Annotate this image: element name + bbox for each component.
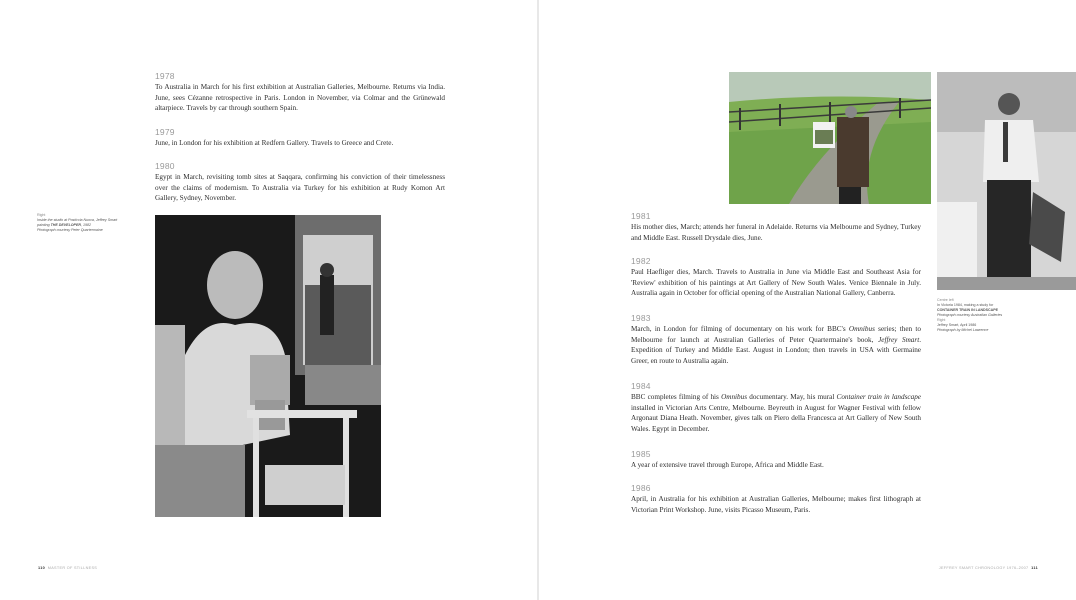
entry-year: 1984 bbox=[631, 381, 651, 391]
photo-caption bbox=[937, 298, 1057, 333]
entry-text-italic: Container train in landscape bbox=[836, 393, 921, 401]
caption-credit: Photograph courtesy Australian Galleries bbox=[937, 313, 1003, 317]
entry-year: 1986 bbox=[631, 483, 651, 493]
running-title: JEFFREY SMART CHRONOLOGY 1976–2007 bbox=[938, 566, 1029, 570]
entry-text-italic: Jeffrey Smart bbox=[878, 335, 920, 344]
entry-year: 1981 bbox=[631, 211, 651, 221]
landscape-painting-photo bbox=[729, 72, 931, 204]
entry-text-part: documentary. May, his mural bbox=[747, 393, 837, 401]
entry-text: A year of extensive travel through Europe, Africa and Middle East. bbox=[631, 461, 824, 469]
entry-text: Egypt in March, revisiting tomb sites at Saqqara, confirming his conviction of their timelessness over the claims of modernism. To Australia via Turkey for his exhibition at Rudy Komon Art Gallery, Sydney, November. bbox=[155, 173, 445, 203]
caption-line: In Victoria 1984, making a study for bbox=[937, 303, 994, 307]
entry-text: His mother dies, March; attends her funeral in Adelaide. Returns via Melbourne and Sydney, Turkey and Middle East. Russell Drysdale dies, June. bbox=[631, 223, 921, 242]
folio-left bbox=[38, 566, 97, 570]
caption-label: Right bbox=[937, 318, 946, 322]
caption-artwork-title: CONTAINER TRAIN IN LANDSCAPE bbox=[937, 308, 999, 312]
photo-caption bbox=[37, 213, 142, 233]
studio-photo bbox=[155, 215, 381, 517]
entry-year: 1982 bbox=[631, 256, 651, 266]
entry-text bbox=[631, 392, 921, 434]
chronology-entry-1981 bbox=[631, 210, 921, 243]
entry-text-italic: Omnibus bbox=[721, 393, 748, 401]
entry-text-part: March, in London for filming of documentary on his work for BBC's bbox=[631, 325, 849, 333]
caption-line: Inside the studio at Posticcia Nuova, Jeffrey Smart bbox=[37, 218, 118, 222]
right-page bbox=[539, 0, 1076, 600]
entry-year: 1985 bbox=[631, 449, 651, 459]
entry-text: April, in Australia for his exhibition at Australian Galleries, Melbourne; makes first lithograph at Victorian Print Workshop. June, visits Picasso Museum, Paris. bbox=[631, 495, 921, 514]
entry-text-part: . Expedition of Turkey and Middle East. August in London; then travels in USA with Germaine Greer, en route to Australia again. bbox=[631, 335, 921, 365]
entry-text bbox=[631, 324, 921, 366]
caption-label: Right bbox=[37, 213, 46, 217]
entry-text-part: installed in Victorian Arts Centre, Melbourne. Beyreuth in August for Wagner Festival with fellow Argonaut Diana Heath. November, gives talk on Piero della Francesca at Art Gallery of New South Wales. Egypt in December. bbox=[631, 403, 921, 433]
folio-right bbox=[939, 566, 1038, 570]
entry-text: June, in London for his exhibition at Redfern Gallery. Travels to Greece and Crete. bbox=[155, 139, 394, 147]
chronology-entry-1978 bbox=[155, 70, 445, 114]
running-title: MASTER OF STILLNESS bbox=[47, 566, 98, 570]
caption-credit: Photograph by Michel Lawrence bbox=[937, 328, 989, 332]
entry-year: 1979 bbox=[155, 127, 175, 137]
caption-line: Jeffrey Smart, April 1986 bbox=[937, 323, 977, 327]
chronology-entry-1980 bbox=[155, 160, 445, 204]
chronology-entry-1982 bbox=[631, 255, 921, 299]
chronology-entry-1983 bbox=[631, 312, 921, 366]
caption-artwork-title: THE DEVELOPER bbox=[50, 223, 81, 227]
caption-credit: Photograph courtesy Peter Quartermaine bbox=[37, 228, 103, 232]
entry-text: To Australia in March for his first exhibition at Australian Galleries, Melbourne. Returns via India. June, sees Cézanne retrospective in Paris. London in November, via Colmar and the Grünewald altarpiece. Travels by car through southern Spain. bbox=[155, 83, 445, 113]
page-number: 110 bbox=[38, 566, 46, 570]
chronology-entry-1985 bbox=[631, 448, 921, 471]
entry-year: 1978 bbox=[155, 71, 175, 81]
entry-text-part: BBC completes filming of his bbox=[631, 393, 722, 401]
caption-text: , 1982 bbox=[80, 223, 91, 227]
entry-text-part: series; then to Melbourne for launch at Australian Galleries of Peter Quartermaine's book, bbox=[631, 325, 922, 344]
portrait-photo bbox=[937, 72, 1076, 290]
entry-year: 1983 bbox=[631, 313, 651, 323]
chronology-entry-1984 bbox=[631, 380, 921, 434]
left-page bbox=[0, 0, 537, 600]
entry-year: 1980 bbox=[155, 161, 175, 171]
caption-label: Centre left bbox=[937, 298, 954, 302]
entry-text-italic: Omnibus bbox=[848, 325, 875, 333]
chronology-entry-1979 bbox=[155, 126, 445, 149]
page-number: 111 bbox=[1031, 566, 1038, 570]
entry-text: Paul Haefliger dies, March. Travels to Australia in June via Middle East and Southeast Asia for 'Review' exhibition of his paintings at Art Gallery of New South Wales. Venice Biennale in July. Australia again in October for official opening of the Australian National Gallery, Canberra. bbox=[631, 268, 921, 298]
caption-text: painting bbox=[37, 223, 51, 227]
chronology-entry-1986 bbox=[631, 482, 921, 515]
